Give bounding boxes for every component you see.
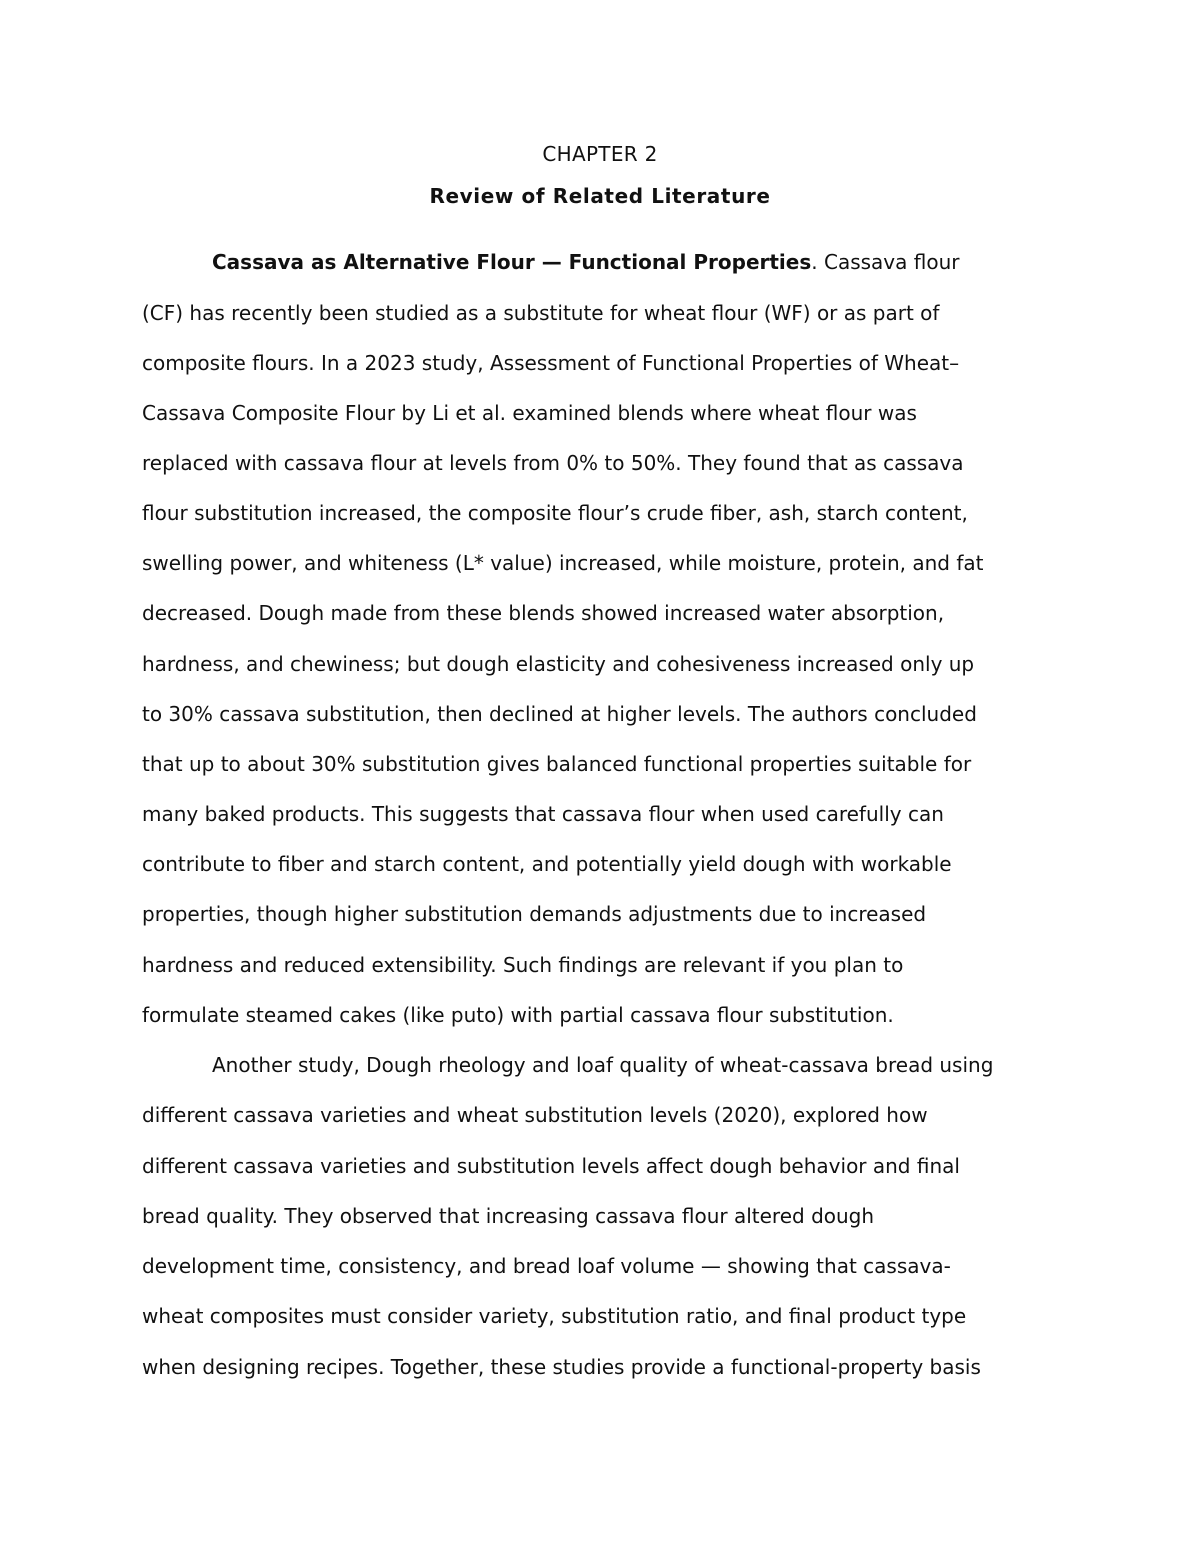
paragraph-line: flour substitution increased, the composite flour’s crude fiber, ash, starch content, [142,501,968,525]
paragraph-line: hardness and reduced extensibility. Such findings are relevant if you plan to [142,953,904,977]
paragraph-line: different cassava varieties and wheat substitution levels (2020), explored how [142,1103,928,1127]
paragraph-line: contribute to fiber and starch content, and potentially yield dough with workable [142,852,952,876]
paragraph-line: to 30% cassava substitution, then declined at higher levels. The authors concluded [142,702,977,726]
paragraph-line: development time, consistency, and bread loaf volume — showing that cassava- [142,1254,951,1278]
paragraph-line: replaced with cassava flour at levels from 0% to 50%. They found that as cassava [142,451,964,475]
section-heading-tail: . Cassava flour [811,250,960,274]
paragraph-line: composite flours. In a 2023 study, Assessment of Functional Properties of Wheat– [142,351,960,375]
paragraph-line: many baked products. This suggests that cassava flour when used carefully can [142,802,944,826]
paragraph-line: properties, though higher substitution demands adjustments due to increased [142,902,927,926]
paragraph-line: Cassava Composite Flour by Li et al. examined blends where wheat flour was [142,401,917,425]
paragraph-line: decreased. Dough made from these blends showed increased water absorption, [142,601,945,625]
paragraph-line: wheat composites must consider variety, substitution ratio, and final product type [142,1304,967,1328]
paragraph-line: formulate steamed cakes (like puto) with partial cassava flour substitution. [142,1003,894,1027]
section-heading-line [212,248,959,276]
paragraph-line: bread quality. They observed that increasing cassava flour altered dough [142,1204,875,1228]
paragraph-line: swelling power, and whiteness (L* value) increased, while moisture, protein, and fat [142,551,984,575]
paragraph-line: Another study, Dough rheology and loaf quality of wheat-cassava bread using [212,1053,994,1077]
paragraph-line: hardness, and chewiness; but dough elasticity and cohesiveness increased only up [142,652,975,676]
paragraph-line: (CF) has recently been studied as a substitute for wheat flour (WF) or as part of [142,301,940,325]
chapter-title: Review of Related Literature [429,184,771,208]
chapter-number: CHAPTER 2 [542,142,658,166]
paragraph-line: different cassava varieties and substitution levels affect dough behavior and final [142,1154,960,1178]
section-heading: Cassava as Alternative Flour — Functional Properties [212,250,812,274]
paragraph-line: when designing recipes. Together, these studies provide a functional-property basis [142,1355,981,1379]
paragraph-line: that up to about 30% substitution gives balanced functional properties suitable for [142,752,972,776]
